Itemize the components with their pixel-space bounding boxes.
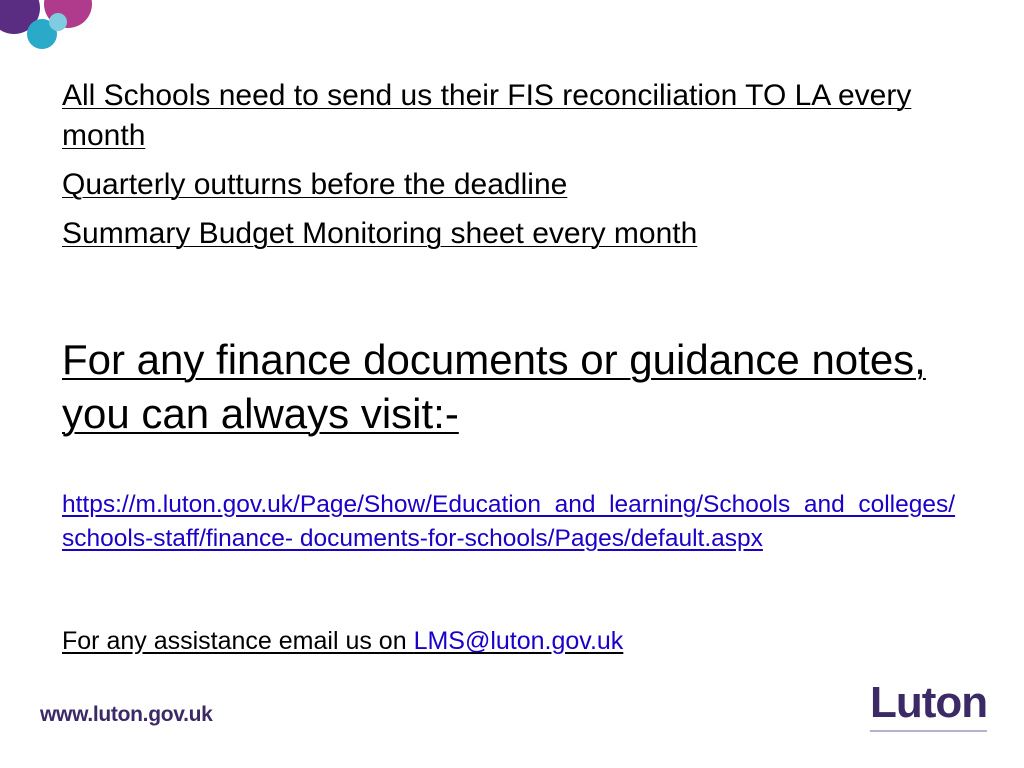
luton-logo: Luton <box>870 678 987 732</box>
bullet-list <box>62 76 962 263</box>
assistance-text: For any assistance email us on <box>62 627 414 655</box>
email-link[interactable]: LMS@luton.gov.uk <box>413 627 624 655</box>
bullet-quarterly-outturns: Quarterly outturns before the deadline <box>62 168 568 201</box>
finance-documents-heading: For any finance documents or guidance notes, you can always visit:- <box>62 336 926 437</box>
finance-documents-link[interactable]: https://m.luton.gov.uk/Page/Show/Education_and_learning/Schools_and_colleges/schools-staff/finance- documents-for-schools/Pages/default.aspx <box>62 491 956 552</box>
bullet-budget-monitoring: Summary Budget Monitoring sheet every month <box>62 217 698 250</box>
assistance-line <box>62 624 962 658</box>
bullet-fis-reconciliation: All Schools need to send us their FIS reconciliation TO LA every month <box>62 79 912 152</box>
corner-brand-graphic <box>0 0 100 56</box>
light-blue-circle-shape <box>49 13 67 31</box>
footer-website: www.luton.gov.uk <box>40 703 213 726</box>
